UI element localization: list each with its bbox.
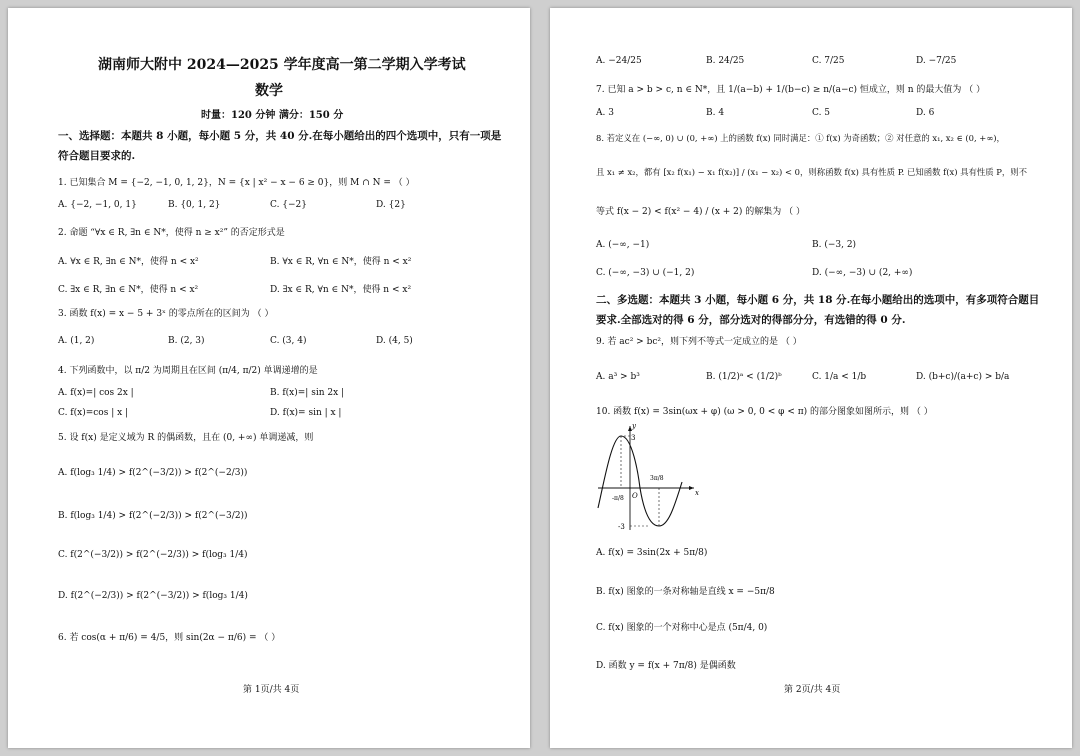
q9-option-c: C. 1/a < 1/b — [812, 372, 867, 382]
q9-stem: 9. 若 ac² > bc²，则下列不等式一定成立的是 （ ） — [596, 337, 802, 347]
exam-page-1 — [8, 8, 530, 748]
min-value-label: -3 — [618, 523, 625, 531]
q1-option-d: D. {2} — [376, 200, 406, 210]
sine-curve — [598, 436, 682, 526]
q2-option-c: C. ∃x ∈ R, ∃n ∈ N*，使得 n < x² — [58, 285, 199, 295]
q5-stem: 5. 设 f(x) 是定义域为 R 的偶函数，且在 (0, +∞) 单调递减，则 — [58, 433, 314, 443]
q6-option-d: D. −7/25 — [916, 56, 957, 66]
q1-option-a: A. {−2, −1, 0, 1} — [58, 200, 137, 210]
q4-stem: 4. 下列函数中，以 π/2 为周期且在区间 (π/4, π/2) 单调递增的是 — [58, 366, 318, 376]
exam-meta: 时量：120 分钟 满分：150 分 — [201, 110, 344, 121]
q7-option-d: D. 6 — [916, 108, 935, 118]
q5-option-c: C. f(2^(−3/2)) > f(2^(−2/3)) > f(log₃ 1/4) — [58, 550, 248, 560]
q1-option-b: B. {0, 1, 2} — [168, 200, 221, 210]
q8-stem-line3: 等式 f(x − 2) < f(x² − 4) / (x + 2) 的解集为 （ ） — [596, 207, 805, 217]
section1-heading: 一、选择题：本题共 8 小题，每小题 5 分，共 40 分.在每小题给出的四个选项中，只有一项是 — [58, 130, 502, 142]
q10-stem: 10. 函数 f(x) = 3sin(ωx + φ) (ω > 0, 0 < φ < π) 的部分图象如图所示，则 （ ） — [596, 407, 933, 417]
q6-option-c: C. 7/25 — [812, 56, 845, 66]
exam-subject: 数学 — [255, 83, 283, 99]
q4-option-a: A. f(x)=| cos 2x | — [58, 388, 134, 398]
q3-option-b: B. (2, 3) — [168, 336, 205, 346]
q4-option-d: D. f(x)= sin | x | — [270, 408, 342, 418]
max-value-label: 3 — [631, 434, 636, 442]
q3-option-d: D. (4, 5) — [376, 336, 413, 346]
q10-option-b: B. f(x) 图象的一条对称轴是直线 x = −5π/8 — [596, 587, 775, 597]
q4-option-b: B. f(x)=| sin 2x | — [270, 388, 345, 398]
q8-stem-line2: 且 x₁ ≠ x₂，都有 [x₂ f(x₁) − x₁ f(x₂)] / (x₁ − x₂) < 0，则称函数 f(x) 具有性质 P. 已知函数 f(x) 具有性质 P，则不 — [596, 167, 1028, 177]
section1-heading-cont: 符合题目要求的. — [58, 150, 136, 162]
right-tick-label: 3π/8 — [650, 475, 664, 482]
section2-heading-cont: 要求.全部选对的得 6 分，部分选对的得部分分，有选错的得 0 分. — [596, 314, 906, 326]
q10-option-a: A. f(x) = 3sin(2x + 5π/8) — [596, 548, 708, 558]
x-axis-label: x — [695, 489, 699, 497]
q6-option-b: B. 24/25 — [706, 56, 745, 66]
q2-stem: 2. 命题 “∀x ∈ R, ∃n ∈ N*，使得 n ≥ x²” 的否定形式是 — [58, 228, 285, 238]
origin-label: O — [632, 492, 638, 500]
exam-title: 湖南师大附中 2024—2025 学年度高一第二学期入学考试 — [98, 57, 466, 73]
left-tick-label: -π/8 — [612, 495, 624, 502]
q8-option-a: A. (−∞, −1) — [596, 240, 650, 250]
q8-stem-line1: 8. 若定义在 (−∞, 0) ∪ (0, +∞) 上的函数 f(x) 同时满足：① f(x) 为奇函数；② 对任意的 x₁, x₂ ∈ (0, +∞)， — [596, 133, 1005, 143]
exam-page-2 — [550, 8, 1072, 748]
q10-option-c: C. f(x) 图象的一个对称中心是点 (5π/4, 0) — [596, 623, 768, 633]
q6-stem: 6. 若 cos(α + π/6) = 4/5，则 sin(2α − π/6) = （ ） — [58, 633, 281, 643]
y-axis-label: y — [632, 422, 636, 430]
q9-option-b: B. (1/2)ᵃ < (1/2)ᵇ — [706, 372, 782, 382]
page-footer: 第 2页/共 4页 — [784, 685, 841, 695]
q2-option-a: A. ∀x ∈ R, ∃n ∈ N*，使得 n < x² — [58, 257, 199, 267]
q9-option-d: D. (b+c)/(a+c) > b/a — [916, 372, 1010, 382]
q5-option-b: B. f(log₃ 1/4) > f(2^(−2/3)) > f(2^(−3/2)) — [58, 511, 248, 521]
q2-option-b: B. ∀x ∈ R, ∀n ∈ N*，使得 n < x² — [270, 257, 412, 267]
q7-option-b: B. 4 — [706, 108, 725, 118]
q6-option-a: A. −24/25 — [596, 56, 642, 66]
q7-option-c: C. 5 — [812, 108, 831, 118]
q3-stem: 3. 函数 f(x) = x − 5 + 3ˣ 的零点所在的区间为 （ ） — [58, 309, 274, 319]
q2-option-d: D. ∃x ∈ R, ∀n ∈ N*，使得 n < x² — [270, 285, 412, 295]
section2-heading: 二、多选题：本题共 3 小题，每小题 6 分，共 18 分.在每小题给出的选项中，有多项符合题目 — [596, 294, 1040, 306]
q1-option-c: C. {−2} — [270, 200, 308, 210]
q10-sine-graph — [594, 422, 704, 534]
q5-option-d: D. f(2^(−2/3)) > f(2^(−3/2)) > f(log₃ 1/4) — [58, 591, 248, 601]
q8-option-b: B. (−3, 2) — [812, 240, 857, 250]
q8-option-c: C. (−∞, −3) ∪ (−1, 2) — [596, 268, 695, 278]
q8-option-d: D. (−∞, −3) ∪ (2, +∞) — [812, 268, 913, 278]
q4-option-c: C. f(x)=cos | x | — [58, 408, 129, 418]
q5-option-a: A. f(log₃ 1/4) > f(2^(−3/2)) > f(2^(−2/3)) — [58, 468, 248, 478]
x-axis-arrow — [689, 486, 694, 490]
q3-option-a: A. (1, 2) — [58, 336, 95, 346]
q7-option-a: A. 3 — [596, 108, 614, 118]
q7-stem: 7. 已知 a > b > c, n ∈ N*，且 1/(a−b) + 1/(b−c) ≥ n/(a−c) 恒成立，则 n 的最大值为 （ ） — [596, 85, 986, 95]
q10-option-d: D. 函数 y = f(x + 7π/8) 是偶函数 — [596, 661, 736, 671]
q9-option-a: A. a³ > b³ — [596, 372, 640, 382]
page-footer: 第 1页/共 4页 — [243, 685, 300, 695]
q1-stem: 1. 已知集合 M = {−2, −1, 0, 1, 2}，N = {x | x² − x − 6 ≥ 0}，则 M ∩ N = （ ） — [58, 178, 415, 188]
q3-option-c: C. (3, 4) — [270, 336, 307, 346]
